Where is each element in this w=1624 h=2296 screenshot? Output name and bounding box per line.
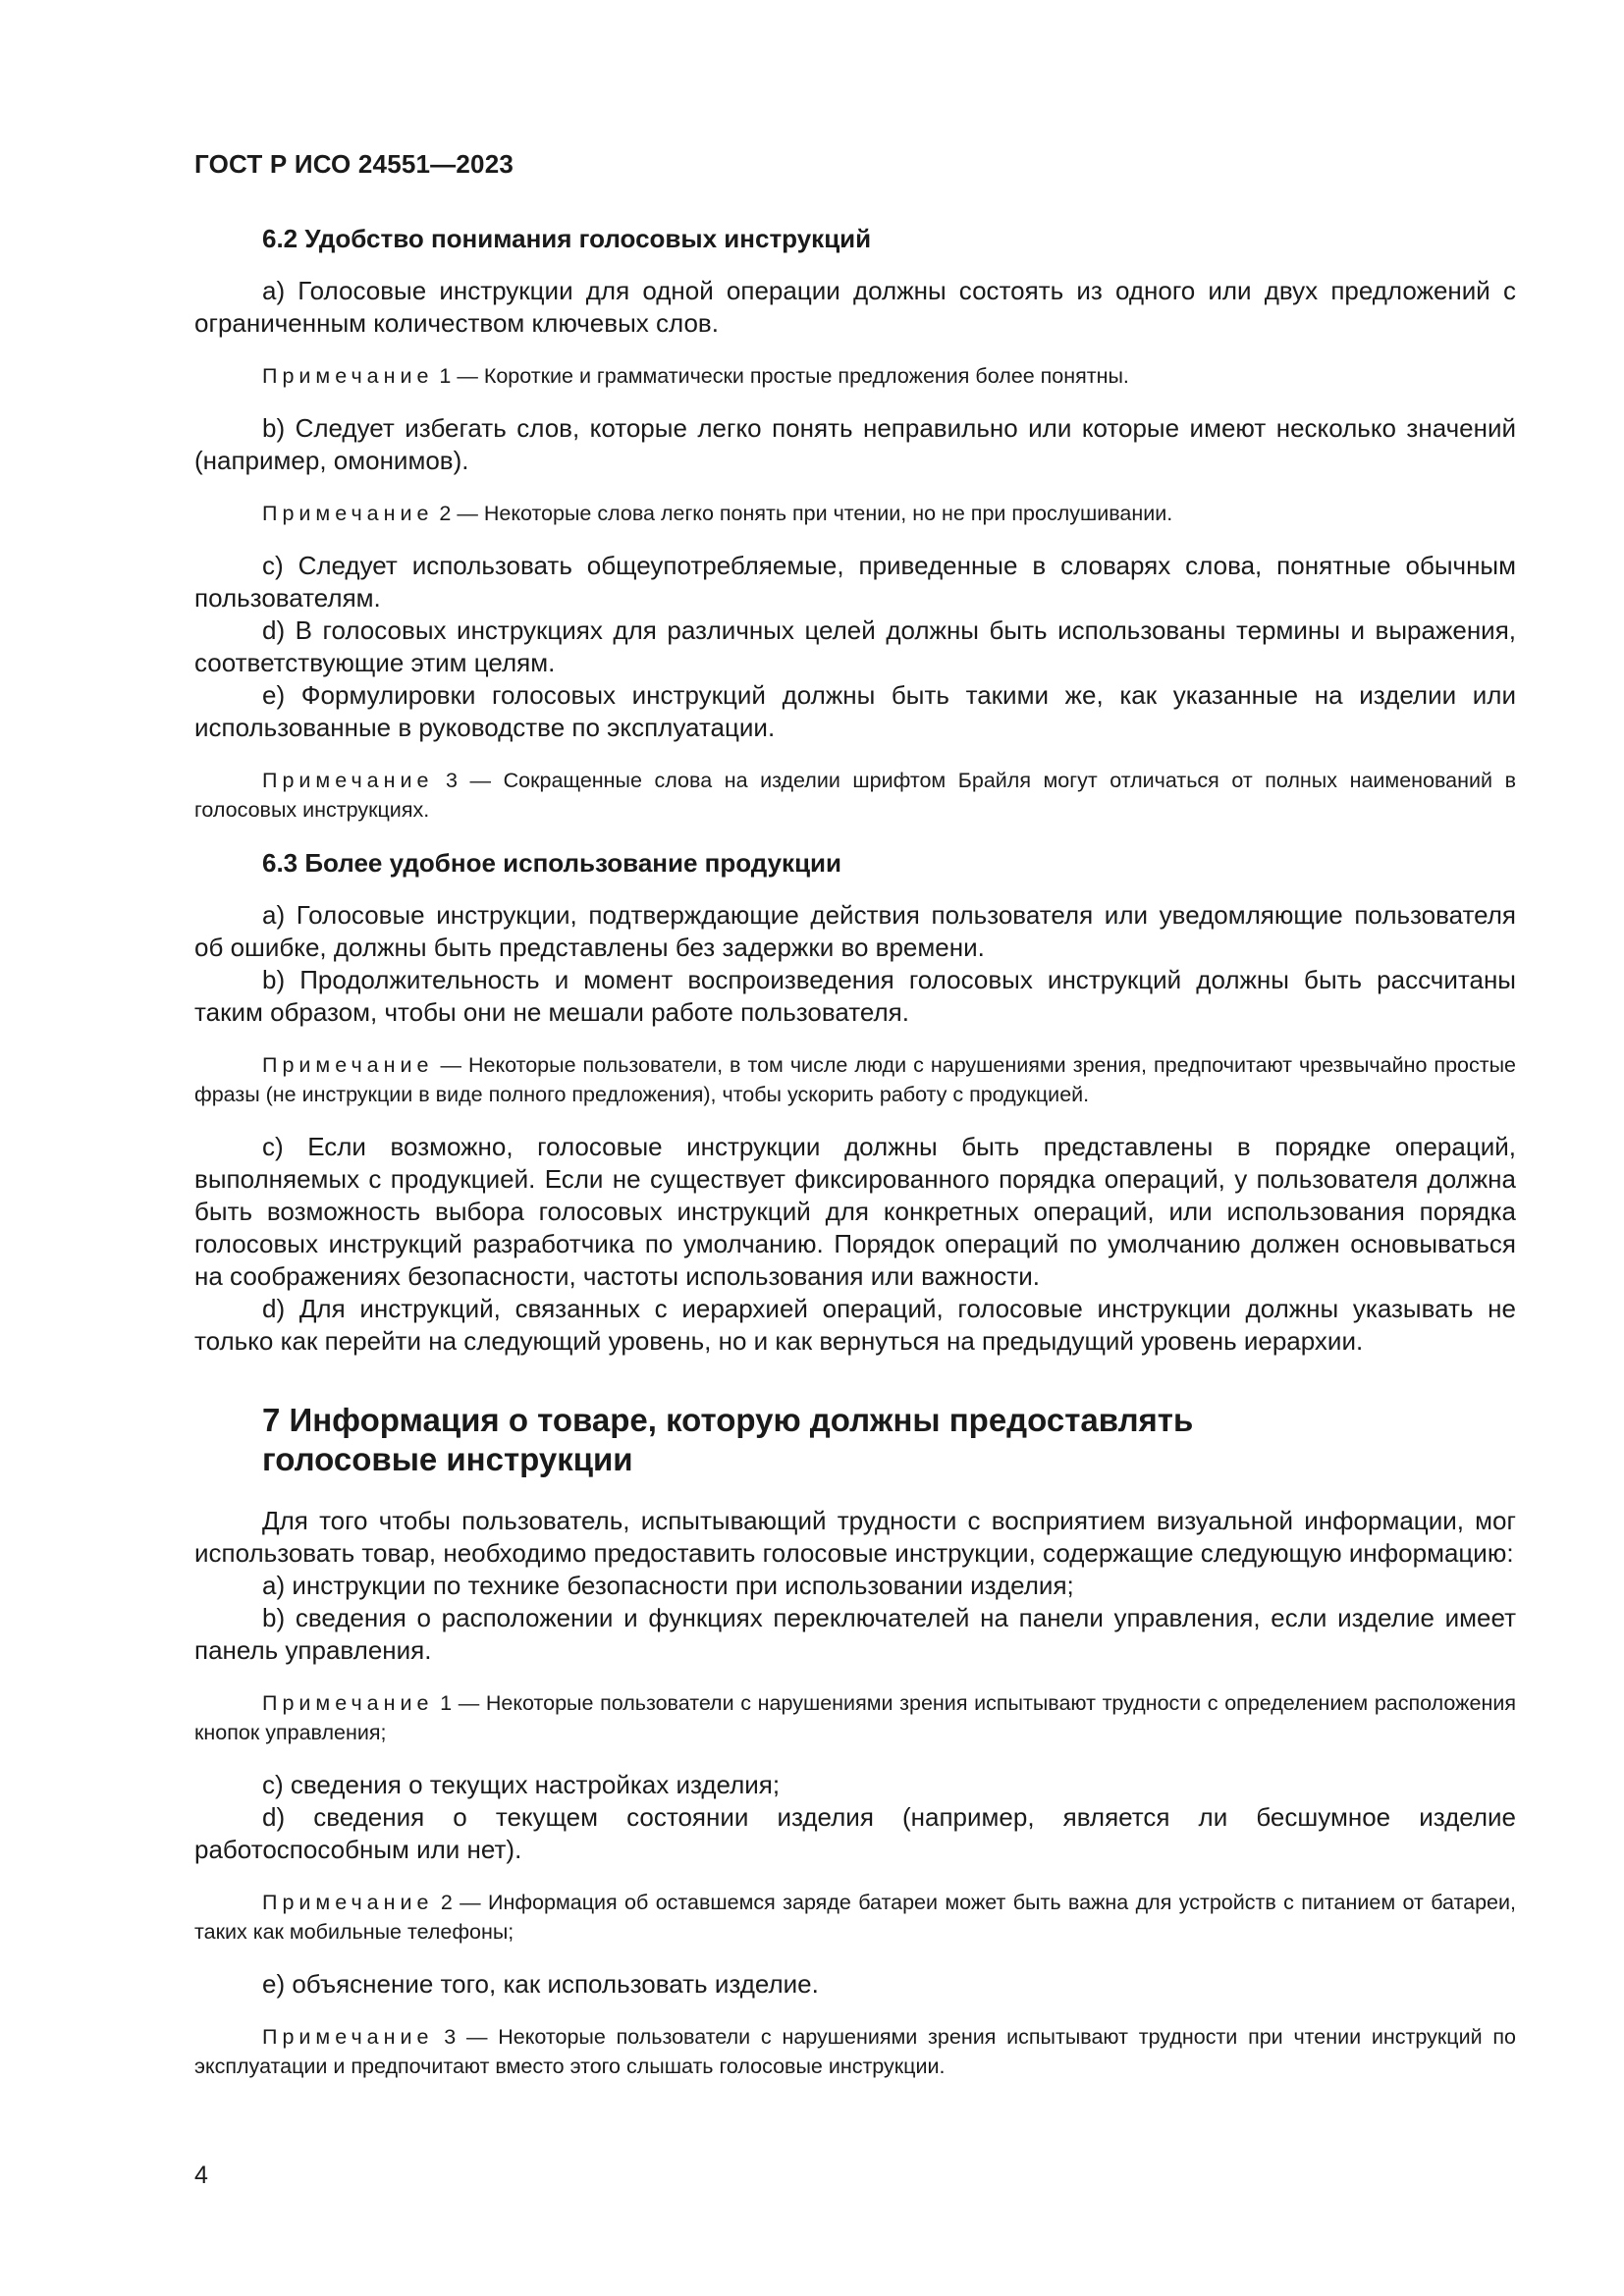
section-7-note-1 [194,1688,1516,1747]
section-6-3-title: 6.3 Более удобное использование продукции [262,848,842,878]
section-6-2-item-b: b) Следует избегать слов, которые легко понять неправильно или которые имеют несколько значений (например, омонимов). [194,413,1516,475]
note-label: Примечание [262,2025,434,2049]
section-7-item-b: b) сведения о расположении и функциях переключателей на панели управления, если изделие имеет панель управления. [194,1603,1516,1665]
section-7-item-d: d) сведения о текущем состоянии изделия (например, является ли бесшумное изделие работоспособным или нет). [194,1802,1516,1864]
note-label: Примечание [262,1053,434,1077]
section-6-2-note-2 [194,499,1516,528]
section-6-3-item-d: d) Для инструкций, связанных с иерархией операций, голосовые инструкции должны указывать не только как перейти на следующий уровень, но и как вернуться на предыдущий уровень иерархии. [194,1294,1516,1356]
section-6-2-item-d: d) В голосовых инструкциях для различных целей должны быть использованы термины и выражения, соответствующие этим целям. [194,615,1516,677]
section-6-3-note [194,1050,1516,1109]
document-code-header: ГОСТ Р ИСО 24551—2023 [194,149,514,179]
section-6-2-note-3 [194,766,1516,825]
section-7-heading [194,1401,1516,1479]
note-label: Примечание [262,364,434,388]
section-6-2-title: 6.2 Удобство понимания голосовых инструкций [262,224,872,253]
section-7-item-e: e) объяснение того, как использовать изделие. [262,1969,819,1999]
section-7-note-3 [194,2022,1516,2081]
section-6-2-item-e: e) Формулировки голосовых инструкций должны быть такими же, как указанные на изделии или использованные в руководстве по эксплуатации. [194,680,1516,742]
note-label: Примечание [262,1691,434,1715]
note-text: 1 — Некоторые пользователи с нарушениями зрения испытывают трудности с определением расположения кнопок управления; [194,1691,1516,1744]
note-text: — Некоторые пользователи, в том числе люди с нарушениями зрения, предпочитают чрезвычайно простые фразы (не инструкции в виде полного предложения), чтобы ускорить работу с продукцией. [194,1053,1516,1106]
note-label: Примечание [262,769,434,792]
section-6-2-item-a: a) Голосовые инструкции для одной операции должны состоять из одного или двух предложений с ограниченным количеством ключевых слов. [194,276,1516,338]
note-text: 3 — Некоторые пользователи с нарушениями зрения испытывают трудности при чтении инструкций по эксплуатации и предпочитают вместо этого слышать голосовые инструкции. [194,2025,1516,2078]
note-text: 2 — Информация об оставшемся заряде батареи может быть важна для устройств с питанием от батареи, таких как мобильные телефоны; [194,1891,1516,1944]
section-7-item-c: c) сведения о текущих настройках изделия; [262,1770,781,1799]
section-6-3-item-b: b) Продолжительность и момент воспроизведения голосовых инструкций должны быть рассчитаны таким образом, чтобы они не мешали работе пользователя. [194,965,1516,1027]
section-7-heading-line-1: 7 Информация о товаре, которую должны предоставлять [262,1402,1194,1438]
page-body [194,222,1516,2103]
section-6-2-item-c: c) Следует использовать общеупотребляемые, приведенные в словарях слова, понятные обычным пользователям. [194,551,1516,613]
section-6-3-item-a: a) Голосовые инструкции, подтверждающие действия пользователя или уведомляющие пользователя об ошибке, должны быть представлены без задержки во времени. [194,900,1516,962]
section-6-2-note-1 [194,361,1516,391]
note-text: 2 — Некоторые слова легко понять при чтении, но не при прослушивании. [433,502,1173,525]
section-7-heading-line-2: голосовые инструкции [262,1441,633,1477]
note-label: Примечание [262,502,434,525]
section-7-note-2 [194,1888,1516,1947]
note-text: 3 — Сокращенные слова на изделии шрифтом Брайля могут отличаться от полных наименований в голосовых инструкциях. [194,769,1516,822]
page-number: 4 [194,2162,208,2189]
section-6-3-item-c: c) Если возможно, голосовые инструкции должны быть представлены в порядке операций, выполняемых с продукцией. Если не существует фиксированного порядка операций, у пользователя должна быть возможность выбора голосовых инструкций для конкретных операций, или использования порядка голосовых инструкций разработчика по умолчанию. Порядок операций по умолчанию должен основываться на соображениях безопасности, частоты использования или важности. [194,1132,1516,1291]
section-7-intro: Для того чтобы пользователь, испытывающий трудности с восприятием визуальной информации, мог использовать товар, необходимо предоставить голосовые инструкции, содержащие следующую информацию: [194,1506,1516,1568]
note-text: 1 — Короткие и грамматически простые предложения более понятны. [433,364,1129,388]
section-7-item-a: a) инструкции по технике безопасности при использовании изделия; [262,1571,1074,1600]
note-label: Примечание [262,1891,434,1914]
